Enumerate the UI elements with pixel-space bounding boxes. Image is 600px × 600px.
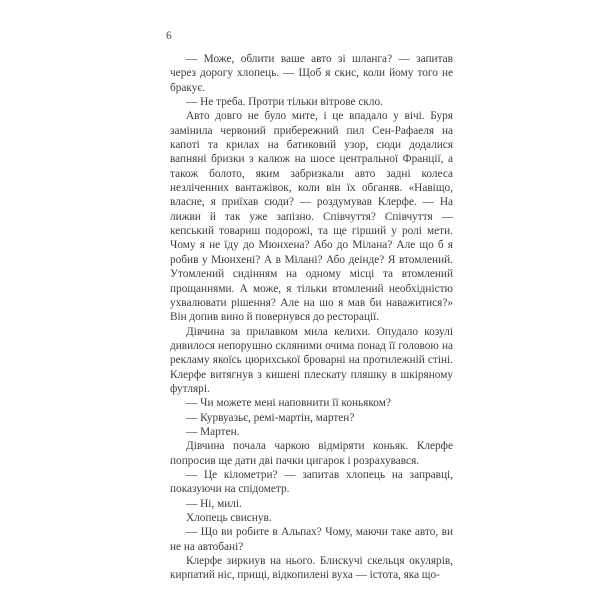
text-paragraph: Авто довго не було мите, і це впадало у вічі. Буря замінила червоний прибережний пил Сен-Рафаеля на капоті та крилах на батиковий узор, сюди додалися вапняні бризки з калюж на шосе центральної Франції, а також болото, яким забризкали авто задні колеса незліченних вантажівок, коли він їх обганяв. «Навіщо, власне, я приїхав сюди? — роздумував Клерфе. — На лижви й так уже запізно. Співчуття? Співчуття — кепський товариш подорожі, та ще гірший у ролі мети. Чому я не їду до Мюнхена? Або до Мілана? Але що б я робив у Мюнхені? А в Мілані? Або деінде? Я втомлений. Утомлений сидінням на одному місці та втомлений прощаннями. А може, я тільки втомлений необхідністю ухвалювати рішення? Але на шо я мав би наважитися?» Він допив вино й повернувся до ресторації. — [170, 110, 453, 324]
text-paragraph: Дівчина почала чаркою відміряти коньяк. Клерфе попросив ще дати дві пачки цигарок і розрахувався. — [170, 440, 453, 467]
text-paragraph: Клерфе зиркнув на нього. Блискучі скельця окулярів, кирпатий ніс, прищі, відкопилені вуха — істота, яка що- — [170, 555, 453, 582]
dialogue-line: — Ні, милі. — [186, 497, 242, 510]
page-number: 6 — [166, 30, 172, 42]
dialogue-line: — Чи можете мені наповнити її коньяком? — [186, 397, 391, 410]
dialogue-line: — Не треба. Протри тільки вітрове скло. — [186, 96, 383, 109]
dialogue-line: — Що ви робите в Альпах? Чому, маючи таке авто, ви не на автобані? — [170, 526, 453, 553]
dialogue-line: — Може, облити ваше авто зі шланга? — запитав через дорогу хлопець. — Щоб я скис, коли йому того не бракує. — [170, 53, 453, 94]
dialogue-line: — Це кілометри? — запитав хлопець на заправці, показуючи на спідометр. — [170, 468, 453, 496]
text-paragraph: Хлопець свиснув. — [186, 512, 272, 524]
text-paragraph: Дівчина за прилавком мила келихи. Опудало козулі дивилося непорушно скляними очима понад її головою на рекламу якоїсь цюрихської броварні на протилежній стіні. Клерфе витягнув з кишені плескату пляшку в шкіряному футлярі. — [170, 325, 453, 395]
page-text-body — [170, 52, 453, 583]
dialogue-line: — Курвуазьє, ремі-мартін, мартен? — [186, 411, 355, 424]
dialogue-line: — Мартен. — [186, 425, 240, 438]
